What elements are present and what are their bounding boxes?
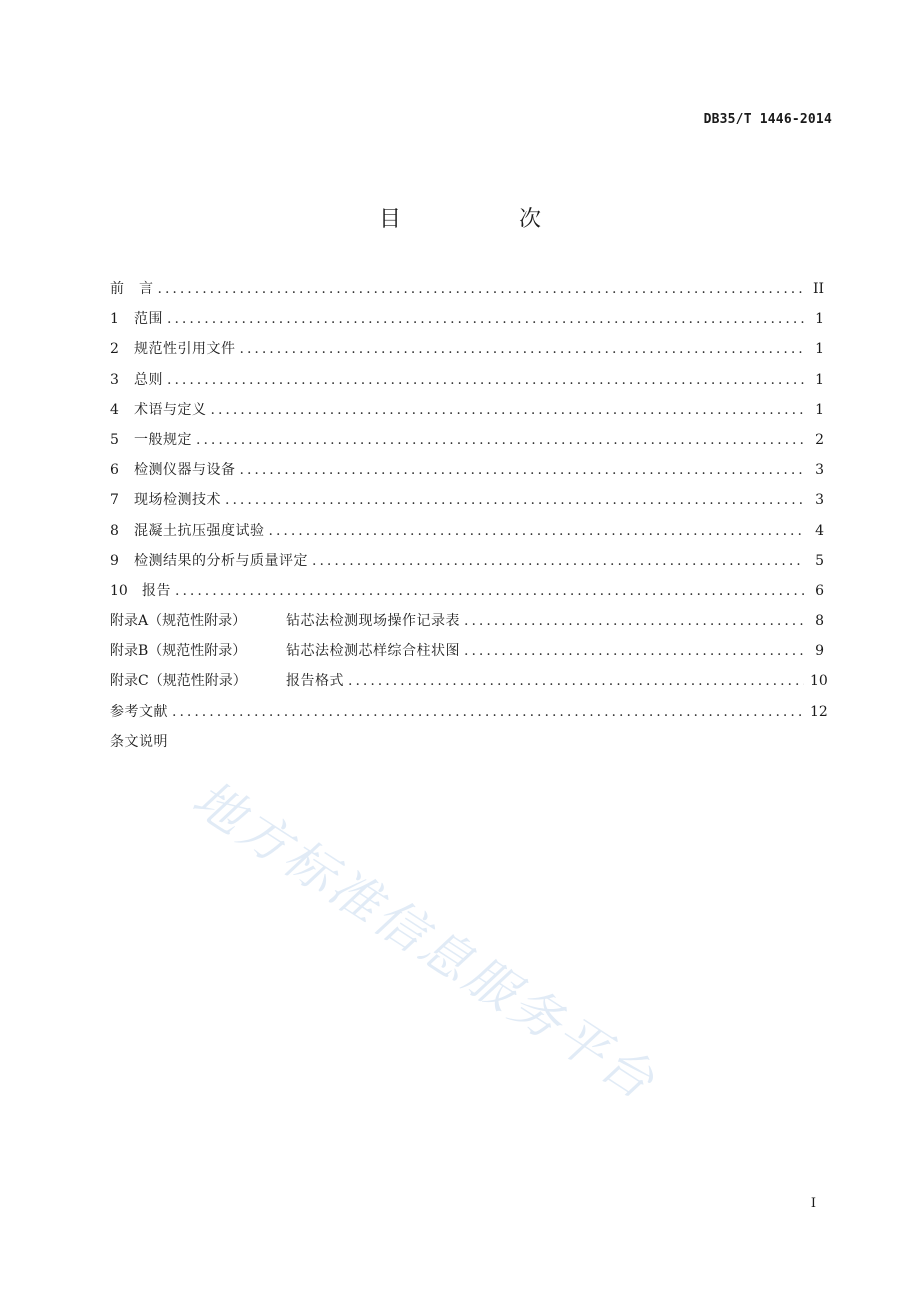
toc-entry-label: 前 言: [110, 281, 154, 297]
toc-entry-label: 术语与定义: [134, 401, 207, 418]
toc-entry-page: 1: [815, 341, 824, 358]
toc-entry-label: 报告格式: [286, 673, 344, 690]
toc-entry-label: 范围: [134, 311, 163, 328]
toc-leader-dots: [464, 638, 804, 664]
toc-leader-dots: [167, 367, 804, 393]
toc-leader-dots: [312, 548, 804, 574]
watermark: 地方标准信息服务平台: [182, 769, 667, 1112]
toc-entry-number: 10: [110, 582, 128, 599]
toc-entry-label: 规范性引用文件: [134, 341, 236, 358]
toc-entry-explanation[interactable]: [110, 729, 824, 759]
toc-entry-page: 1: [815, 371, 824, 388]
toc-entry-4[interactable]: [110, 397, 824, 427]
toc-entry-9[interactable]: [110, 548, 824, 578]
toc-entry-number: 6: [110, 462, 119, 479]
toc-entry-label: 总则: [134, 371, 163, 388]
toc-entry-page: 6: [815, 582, 824, 599]
toc-entry-label: 参考文献: [110, 703, 168, 720]
toc-entry-page: 1: [815, 401, 824, 418]
toc-entry-8[interactable]: [110, 518, 824, 548]
toc-entry-label: 混凝土抗压强度试验: [134, 522, 265, 539]
toc-entry-page: 3: [815, 462, 824, 479]
toc-entry-1[interactable]: [110, 306, 824, 336]
toc-entry-page: 5: [815, 552, 824, 569]
toc-leader-dots: [225, 487, 804, 513]
toc-entry-number: 5: [110, 431, 119, 448]
toc-entry-page: 12: [810, 703, 828, 720]
toc-entry-label: 检测仪器与设备: [134, 462, 236, 479]
toc-leader-dots: [348, 668, 804, 694]
toc-leader-dots: [269, 518, 805, 544]
toc-entry-7[interactable]: [110, 487, 824, 517]
toc-entry-references[interactable]: [110, 699, 828, 729]
toc-entry-number: 附录A（规范性附录）: [110, 613, 247, 630]
document-code: DB35/T 1446-2014: [703, 112, 832, 127]
page-title: 目 次: [378, 207, 589, 232]
toc-entry-number: 3: [110, 371, 119, 388]
toc-leader-dots: [196, 427, 804, 453]
toc-entry-number: 附录C（规范性附录）: [110, 673, 247, 690]
toc-entry-3[interactable]: [110, 367, 824, 397]
toc-entry-label: 现场检测技术: [134, 492, 221, 509]
toc-entry-label: 条文说明: [110, 733, 168, 750]
toc-entry-5[interactable]: [110, 427, 824, 457]
toc-entry-appendix-c[interactable]: [110, 668, 828, 698]
toc-entry-page: 3: [815, 492, 824, 509]
toc-entry-page: 10: [810, 673, 828, 690]
toc-entry-label: 检测结果的分析与质量评定: [134, 552, 308, 569]
toc-entry-page: 4: [815, 522, 824, 539]
toc-leader-dots: [464, 608, 804, 634]
toc-entry-page: 8: [815, 613, 824, 630]
toc-entry-appendix-a[interactable]: [110, 608, 824, 638]
toc-leader-dots: [240, 336, 805, 362]
toc-entry-number: 9: [110, 552, 119, 569]
toc-leader-dots: [172, 699, 804, 725]
toc-leader-dots: [240, 457, 805, 483]
toc-entry-foreword[interactable]: [110, 276, 824, 306]
toc-entry-2[interactable]: [110, 336, 824, 366]
toc-leader-dots: [167, 306, 804, 332]
toc-entry-label: 报告: [142, 582, 171, 599]
toc-leader-dots: [211, 397, 805, 423]
toc-entry-page: II: [812, 281, 824, 297]
toc-leader-dots: [175, 578, 804, 604]
toc-entry-label: 钻芯法检测芯样综合柱状图: [286, 643, 460, 660]
toc-entry-number: 1: [110, 311, 119, 328]
toc-entry-number: 8: [110, 522, 119, 539]
toc-entry-number: 附录B（规范性附录）: [110, 643, 247, 660]
toc-entry-number: 4: [110, 401, 119, 418]
page-number: I: [810, 1196, 816, 1211]
table-of-contents: [110, 276, 828, 759]
toc-entry-number: 2: [110, 341, 119, 358]
toc-entry-label: 钻芯法检测现场操作记录表: [286, 613, 460, 630]
toc-entry-label: 一般规定: [134, 431, 192, 448]
toc-entry-page: 2: [815, 431, 824, 448]
toc-entry-6[interactable]: [110, 457, 824, 487]
toc-entry-page: 1: [815, 311, 824, 328]
toc-leader-dots: [158, 276, 805, 302]
toc-entry-number: 7: [110, 492, 119, 509]
toc-entry-10[interactable]: [110, 578, 824, 608]
toc-entry-page: 9: [815, 643, 824, 660]
toc-entry-appendix-b[interactable]: [110, 638, 824, 668]
